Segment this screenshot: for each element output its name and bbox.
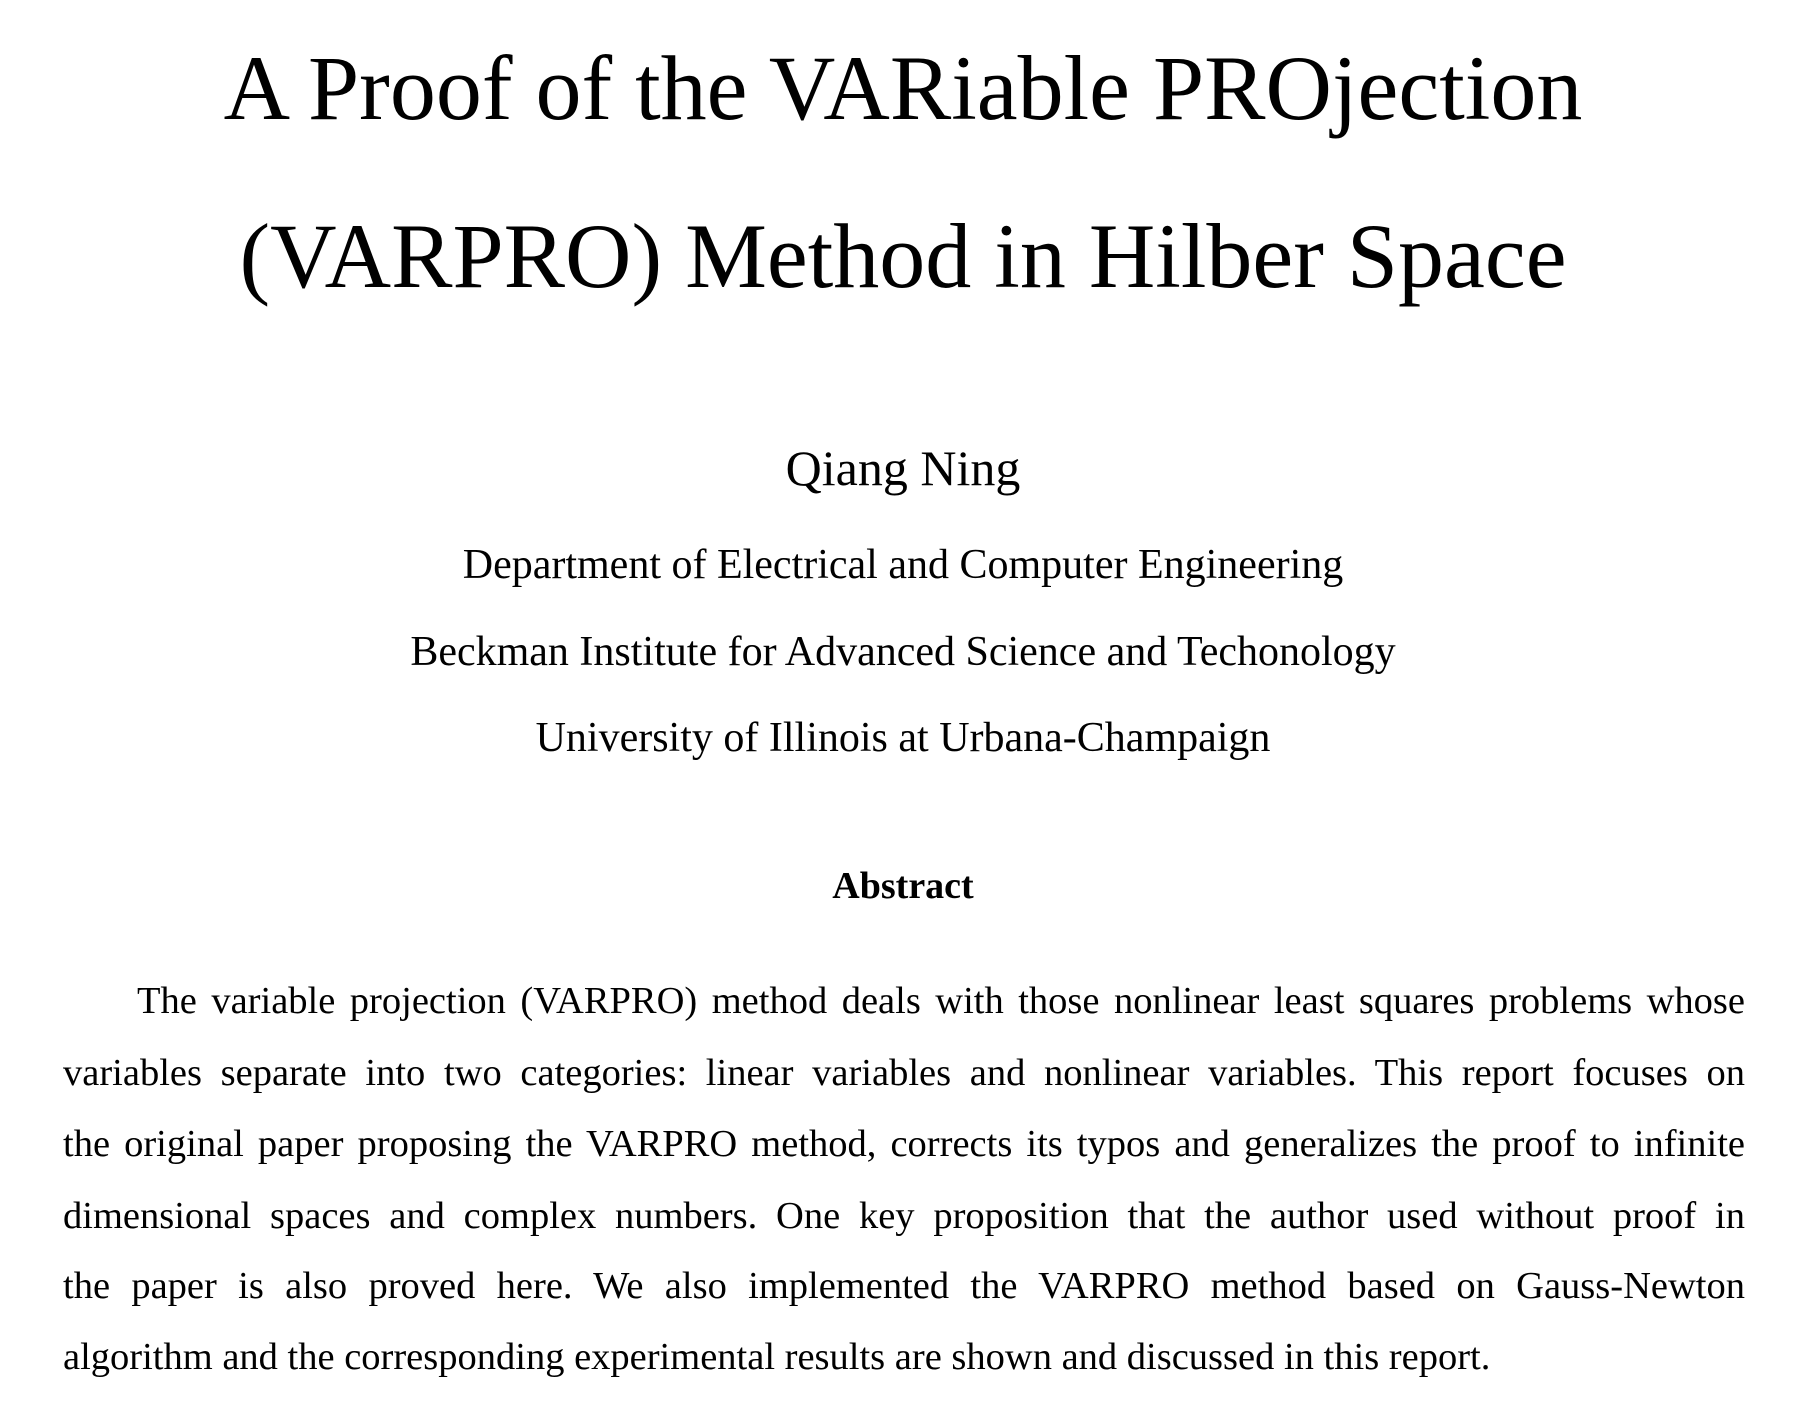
affiliation-institute: Beckman Institute for Advanced Science and Techonology xyxy=(410,629,1396,675)
affiliation-department: Department of Electrical and Computer Engineering xyxy=(462,542,1344,588)
paper-title-line-1: A Proof of the VARiable PROjection xyxy=(223,37,1583,139)
abstract-line: algorithm and the corresponding experimental results are shown and discussed in this report. xyxy=(63,1336,1491,1378)
abstract-line: dimensional spaces and complex numbers. One key proposition that the author used without proof in xyxy=(63,1195,1745,1237)
abstract-line: The variable projection (VARPRO) method deals with those nonlinear least squares problems whose xyxy=(137,980,1745,1022)
abstract-line: the original paper proposing the VARPRO method, corrects its typos and generalizes the proof to infinite xyxy=(63,1123,1745,1165)
abstract-line: the paper is also proved here. We also implemented the VARPRO method based on Gauss-Newton xyxy=(63,1265,1745,1307)
affiliation-university: University of Illinois at Urbana-Champaign xyxy=(535,715,1271,761)
author-name: Qiang Ning xyxy=(785,440,1021,496)
abstract-heading: Abstract xyxy=(832,865,974,907)
paper-title-line-2: (VARPRO) Method in Hilber Space xyxy=(239,205,1567,307)
abstract-line: variables separate into two categories: linear variables and nonlinear variables. This report focuses on xyxy=(63,1052,1745,1094)
